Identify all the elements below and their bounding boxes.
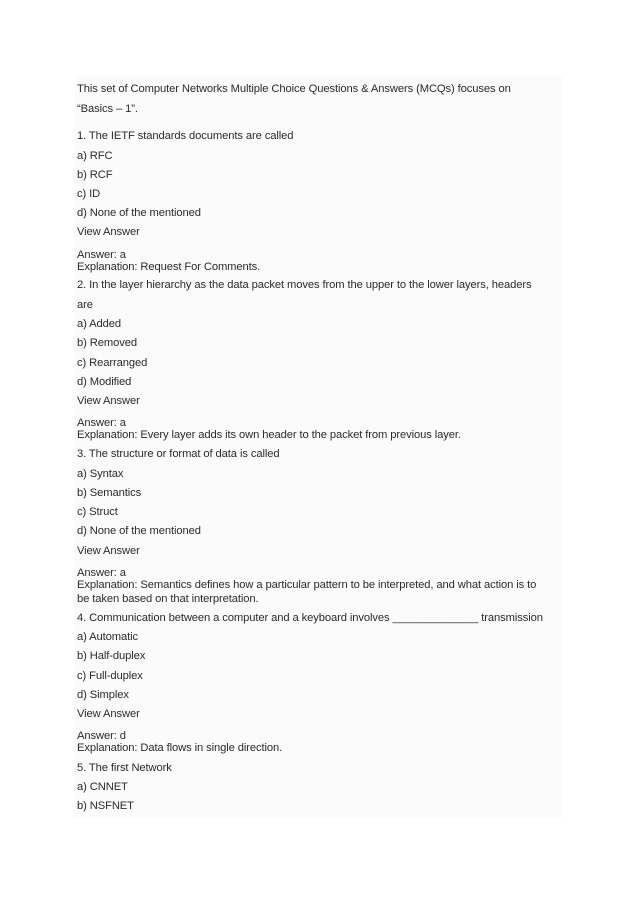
question-4-option-a: a) Automatic (77, 631, 138, 643)
question-3-option-d: d) None of the mentioned (77, 525, 201, 537)
question-4-explanation: Explanation: Data flows in single direction. (77, 742, 283, 754)
question-2-view-answer[interactable]: View Answer (77, 395, 140, 407)
intro-text-continued: “Basics – 1”. (77, 103, 138, 115)
question-1-answer: Answer: a (77, 249, 126, 261)
question-3-view-answer[interactable]: View Answer (77, 545, 140, 557)
question-3-option-b: b) Semantics (77, 487, 142, 499)
question-4-view-answer[interactable]: View Answer (77, 708, 140, 720)
question-4-answer: Answer: d (77, 730, 126, 742)
question-2-explanation: Explanation: Every layer adds its own header to the packet from previous layer. (77, 429, 461, 441)
question-5-option-b: b) NSFNET (77, 800, 134, 812)
question-2-option-d: d) Modified (77, 376, 132, 388)
question-3-option-a: a) Syntax (77, 468, 124, 480)
question-1-option-c: c) ID (77, 188, 101, 200)
question-1-option-b: b) RCF (77, 169, 113, 181)
question-1-explanation: Explanation: Request For Comments. (77, 261, 261, 273)
question-3-explanation: Explanation: Semantics defines how a particular pattern to be interpreted, and what action is to (77, 579, 537, 591)
question-1-option-a: a) RFC (77, 150, 113, 162)
question-3-text: 3. The structure or format of data is called (77, 448, 280, 460)
question-5-option-a: a) CNNET (77, 781, 128, 793)
question-2-option-a: a) Added (77, 318, 121, 330)
question-4-option-d: d) Simplex (77, 689, 129, 701)
document-page (74, 76, 562, 818)
question-2-answer: Answer: a (77, 417, 126, 429)
question-2-text-continued: are (77, 299, 93, 311)
intro-text: This set of Computer Networks Multiple Choice Questions & Answers (MCQs) focuses on (77, 83, 511, 95)
question-1-option-d: d) None of the mentioned (77, 207, 201, 219)
question-2-option-b: b) Removed (77, 337, 137, 349)
question-3-option-c: c) Struct (77, 506, 118, 518)
question-4-option-b: b) Half-duplex (77, 650, 146, 662)
question-3-answer: Answer: a (77, 567, 126, 579)
question-4-text: 4. Communication between a computer and a keyboard involves ______________ transmission (77, 612, 543, 624)
question-2-text: 2. In the layer hierarchy as the data packet moves from the upper to the lower layers, headers (77, 279, 532, 291)
question-5-text: 5. The first Network (77, 762, 172, 774)
question-4-option-c: c) Full-duplex (77, 670, 143, 682)
question-1-view-answer[interactable]: View Answer (77, 226, 140, 238)
question-1-text: 1. The IETF standards documents are called (77, 130, 294, 142)
question-2-option-c: c) Rearranged (77, 357, 148, 369)
question-3-explanation-continued: be taken based on that interpretation. (77, 593, 259, 605)
